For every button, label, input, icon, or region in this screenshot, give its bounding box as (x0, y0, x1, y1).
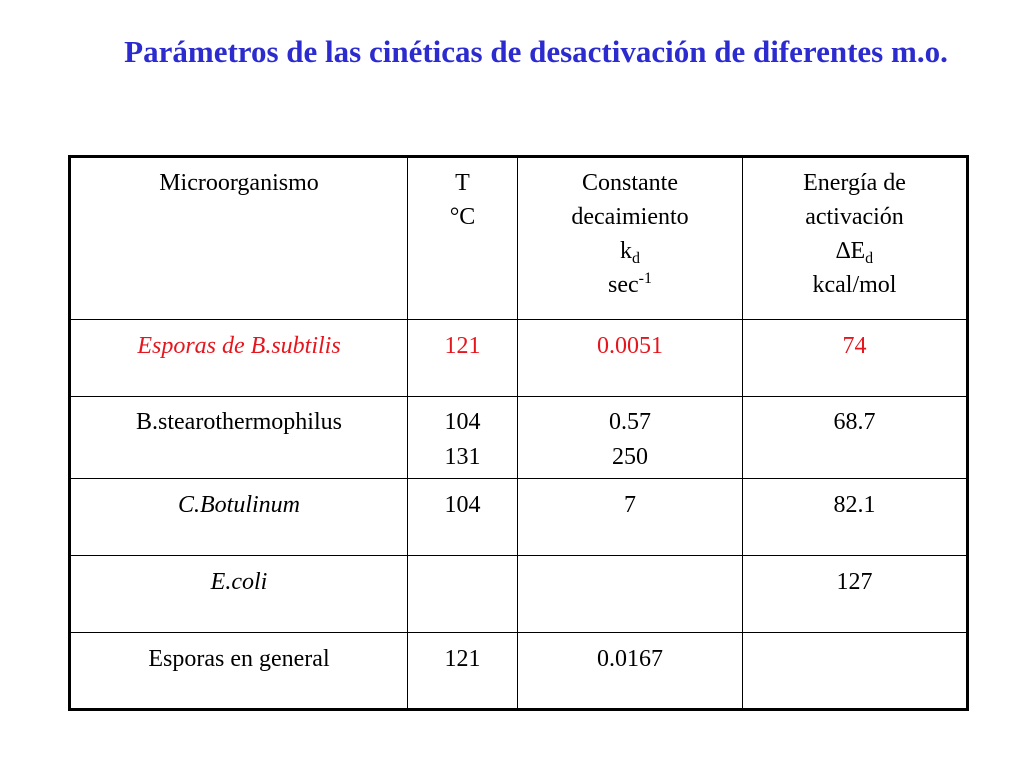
cell-constant-value: 0.0167 (597, 646, 663, 672)
cell-temperature-value: 121 (444, 333, 481, 359)
header-temperature (408, 157, 518, 320)
cell-constant (518, 556, 743, 633)
cell-organism (70, 556, 408, 633)
table-row (70, 320, 968, 397)
cell-energy (743, 556, 968, 633)
cell-temperature-value: 104 (444, 409, 481, 435)
header-energy (743, 157, 968, 320)
header-energy-line2: activación (805, 204, 904, 230)
table-row (70, 479, 968, 556)
cell-organism-text: Esporas de B.subtilis (137, 333, 341, 359)
cell-energy (743, 479, 968, 556)
header-constant-line1: Constante (582, 170, 678, 196)
cell-temperature (408, 320, 518, 397)
header-constant-unit-sup: -1 (638, 270, 652, 287)
header-constant-unit: sec (608, 272, 639, 298)
header-organism-label: Microorganismo (159, 170, 319, 196)
cell-temperature (408, 397, 518, 479)
cell-constant-value: 0.57 (609, 409, 651, 435)
cell-constant (518, 479, 743, 556)
header-constant (518, 157, 743, 320)
cell-organism-text: Esporas en general (148, 646, 330, 672)
header-energy-line1: Energía de (803, 170, 906, 196)
header-constant-unit-line (522, 268, 738, 302)
cell-energy (743, 320, 968, 397)
header-constant-line2: decaimiento (571, 204, 689, 230)
header-row (70, 157, 968, 320)
header-energy-symbol-sub: d (865, 250, 874, 267)
table-row (70, 633, 968, 710)
cell-constant-value: 0.0051 (597, 333, 663, 359)
cell-constant-value: 7 (624, 492, 636, 518)
cell-constant (518, 633, 743, 710)
slide-title: Parámetros de las cinéticas de desactivación de diferentes m.o. (124, 34, 948, 69)
cell-organism-text: E.coli (210, 569, 268, 595)
cell-temperature (408, 633, 518, 710)
header-constant-symbol-sub: d (632, 250, 640, 267)
cell-energy-value: 74 (842, 333, 867, 359)
cell-constant (518, 320, 743, 397)
cell-energy (743, 633, 968, 710)
header-temperature-unit: °C (449, 204, 476, 230)
table-row (70, 397, 968, 479)
header-organism (70, 157, 408, 320)
header-energy-unit: kcal/mol (812, 272, 897, 298)
cell-temperature-value: 121 (444, 646, 481, 672)
table-row (70, 556, 968, 633)
cell-temperature (408, 479, 518, 556)
cell-organism (70, 479, 408, 556)
header-temperature-symbol: T (455, 170, 470, 196)
cell-organism (70, 320, 408, 397)
cell-temperature-value: 104 (444, 492, 481, 518)
cell-organism-text: C.Botulinum (177, 492, 300, 518)
cell-energy (743, 397, 968, 479)
cell-energy-value: 68.7 (833, 409, 876, 435)
kinetics-table (68, 155, 969, 711)
header-constant-symbol-line (522, 234, 738, 268)
cell-organism (70, 633, 408, 710)
header-constant-symbol: k (620, 238, 632, 264)
cell-constant (518, 397, 743, 479)
cell-constant-value-2: 250 (612, 444, 648, 470)
cell-temperature-value-2: 131 (444, 444, 481, 470)
cell-temperature (408, 556, 518, 633)
cell-organism-text: B.stearothermophilus (136, 409, 342, 435)
cell-organism (70, 397, 408, 479)
cell-energy-value: 82.1 (833, 492, 876, 518)
header-energy-symbol-line (747, 234, 962, 268)
cell-energy-value: 127 (836, 569, 873, 595)
header-energy-symbol: ∆E (835, 238, 866, 264)
